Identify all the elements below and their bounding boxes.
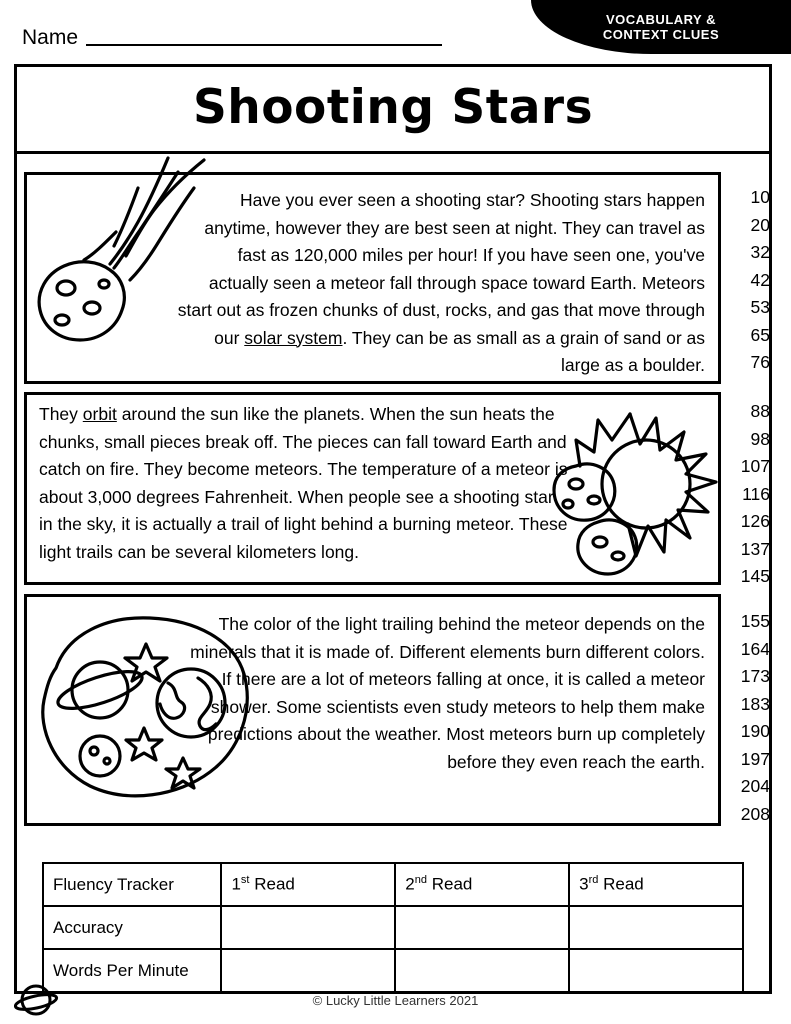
sun-with-asteroids-icon (480, 396, 720, 586)
passage-text-2: They orbit around the sun like the planets. When the sun heats the chunks, small pieces break off. The pieces can fall toward Earth and catch on fire. They become meteors. The temperature of a meteor is about 3,000 degrees Fahrenheit. When people see a shooting star in the sky, it is actually a trail of light behind a burning meteor. These light trails can be several kilometers long. (39, 404, 568, 562)
tracker-cell-wpm-1[interactable] (221, 949, 395, 992)
comet-icon (18, 148, 218, 378)
read-number: 2 (405, 874, 415, 894)
word-count: 116 (742, 483, 770, 504)
word-count: 88 (750, 401, 770, 421)
tracker-header-label: Fluency Tracker (43, 863, 221, 906)
read-suffix: Read (427, 874, 473, 894)
tracker-row-label-accuracy: Accuracy (43, 906, 221, 949)
read-ordinal: rd (588, 874, 599, 887)
name-input[interactable] (86, 26, 442, 46)
word-count: 155 (740, 611, 770, 631)
fluency-tracker-table (42, 862, 744, 993)
word-count: 98 (750, 428, 770, 449)
word-count-column-2 (722, 398, 770, 591)
word-count: 65 (750, 324, 770, 345)
read-suffix: Read (249, 874, 295, 894)
word-count: 53 (750, 297, 770, 317)
read-number: 3 (579, 874, 589, 894)
read-ordinal: nd (414, 874, 428, 887)
word-count: 164 (740, 638, 770, 659)
word-count: 126 (740, 511, 770, 531)
read-ordinal: st (240, 874, 250, 887)
word-count: 183 (740, 693, 770, 714)
word-count: 76 (750, 352, 770, 372)
name-label: Name (22, 26, 79, 49)
tracker-header-read-1 (221, 863, 395, 906)
planets-and-stars-icon (28, 608, 268, 828)
tracker-header-read-2 (395, 863, 569, 906)
vocabulary-banner (531, 0, 791, 54)
page-title: Shooting Stars (192, 80, 594, 135)
banner-line-2: CONTEXT CLUES (602, 27, 720, 42)
name-row (22, 26, 442, 50)
word-count: 10 (750, 187, 770, 207)
footer-copyright: © Lucky Little Learners 2021 (312, 993, 479, 1008)
read-suffix: Read (598, 874, 644, 894)
read-number: 1 (231, 874, 241, 894)
tracker-cell-accuracy-2[interactable] (395, 906, 569, 949)
word-count: 42 (750, 269, 770, 290)
title-band (14, 64, 772, 154)
table-header-row (43, 863, 743, 906)
tracker-cell-accuracy-1[interactable] (221, 906, 395, 949)
word-count: 190 (740, 721, 770, 741)
word-count: 32 (750, 242, 770, 262)
banner-line-1: VOCABULARY & (605, 12, 716, 27)
word-count: 208 (740, 803, 770, 824)
word-count-column-1 (722, 184, 770, 377)
tracker-cell-wpm-3[interactable] (569, 949, 743, 992)
table-row (43, 949, 743, 992)
vocab-term-orbit: orbit (82, 404, 117, 424)
tracker-row-label-wpm: Words Per Minute (43, 949, 221, 992)
word-count: 20 (750, 214, 770, 235)
passage-text-3: The color of the light trailing behind the meteor depends on the minerals that it is made of. Different elements burn different colors. If there are a lot of meteors falling at once, it is called a meteor shower. Some scientists even study meteors to help them make predictions about the weather. Most meteors burn up completely before they even reach the earth. (190, 614, 705, 772)
word-count: 137 (740, 538, 770, 559)
vocab-term-solar-system: solar system (244, 327, 343, 348)
tracker-header-read-3 (569, 863, 743, 906)
word-count: 204 (740, 776, 770, 796)
word-count: 145 (740, 566, 770, 586)
word-count: 173 (740, 666, 770, 686)
word-count: 107 (740, 456, 770, 476)
tracker-cell-wpm-2[interactable] (395, 949, 569, 992)
word-count: 197 (740, 748, 770, 769)
table-row (43, 906, 743, 949)
tracker-cell-accuracy-3[interactable] (569, 906, 743, 949)
word-count-column-3 (722, 608, 770, 828)
passage-text-1: Have you ever seen a shooting star? Shooting stars happen anytime, however they are best seen at night. They can travel as fast as 120,000 miles per hour! If you have seen one, you've actually seen a meteor fall through space toward Earth. Meteors start out as frozen chunks of dust, rocks, and gas that move through our solar system. They can be as small as a grain of sand or as large as a boulder. (177, 190, 705, 375)
